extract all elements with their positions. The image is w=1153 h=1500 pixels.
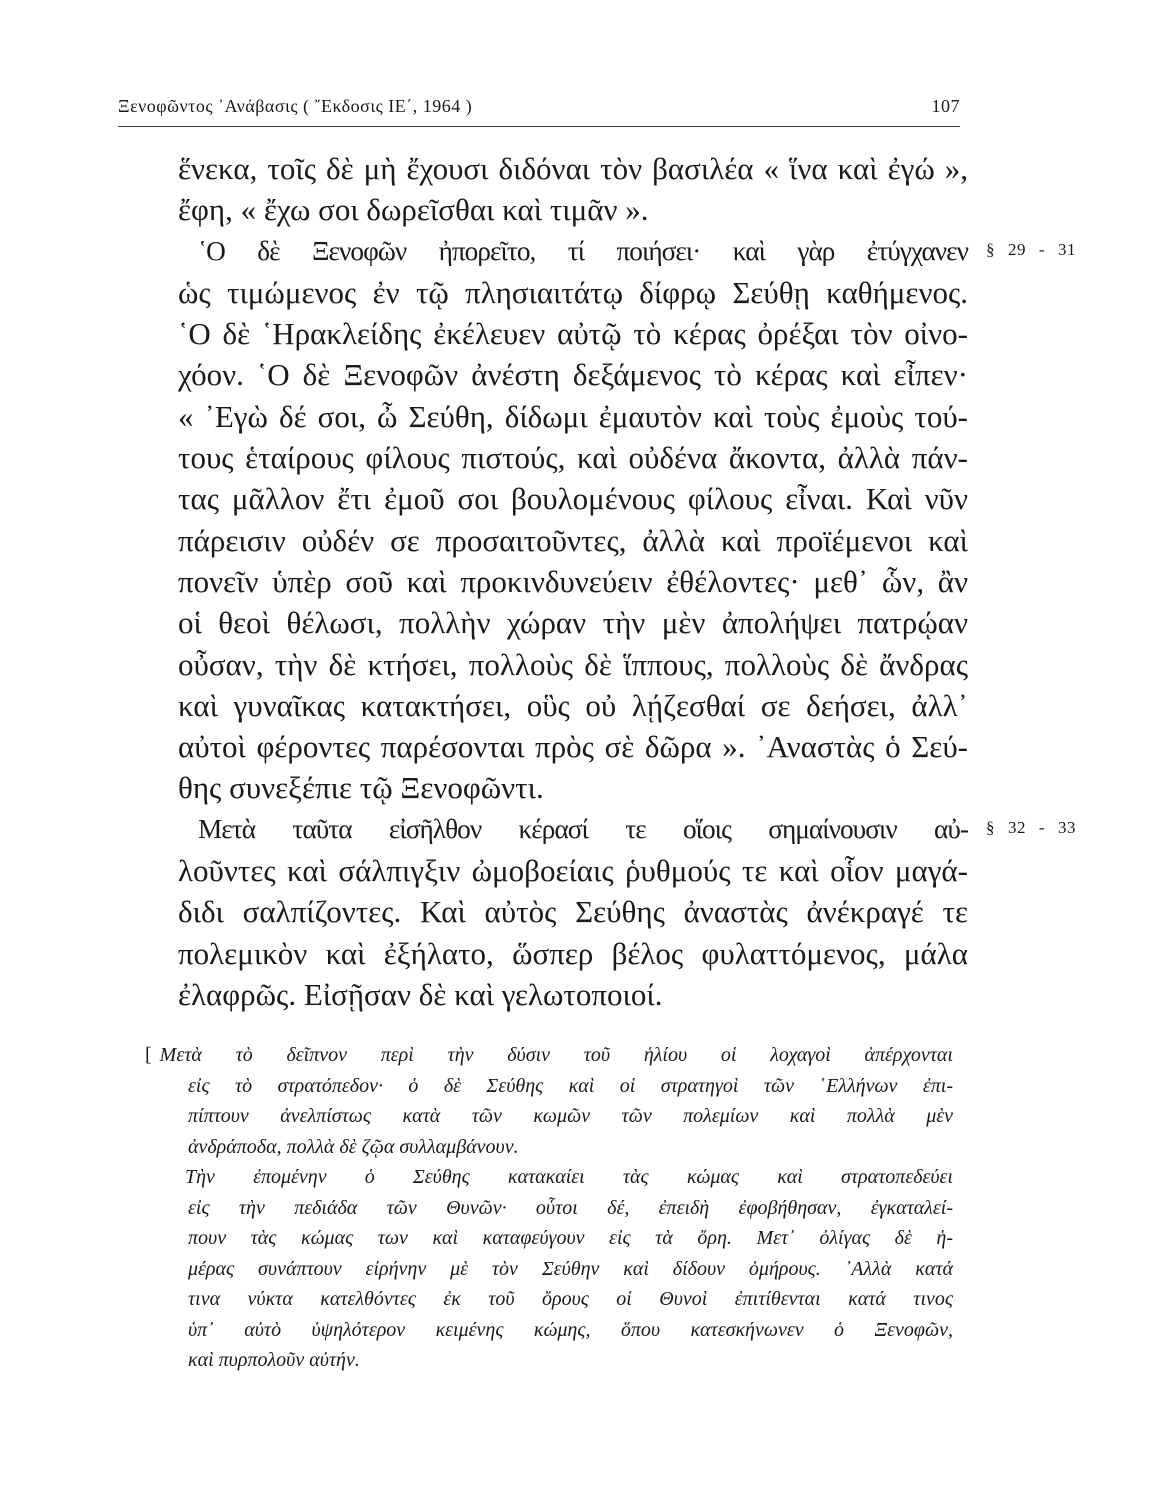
summary-bracket: [ xyxy=(145,1044,152,1066)
text-line: πάρεισιν οὐδέν σε προσαιτοῦντες, ἀλλὰ καὶ προϊέμενοι καὶ xyxy=(178,522,968,558)
summary-line: μέρας συνάπτουν εἰρήνην μὲ τὸν Σεύθην καὶ δίδουν ὁμήρους. ᾿Αλλὰ κατά xyxy=(188,1257,953,1280)
text-line: τους ἑταίρους φίλους πιστούς, καὶ οὐδένα ἄκοντα, ἀλλὰ πάν- xyxy=(178,440,968,476)
text-line-with-note xyxy=(178,809,1076,850)
summary-line: ἀνδράποδα, πολλὰ δὲ ζῷα συλλαμβάνουν. xyxy=(188,1135,519,1158)
summary-line: εἰς τὸ στρατόπεδον· ὁ δὲ Σεύθης καὶ οἱ στρατηγοὶ τῶν ῾Ελλήνων ἐπι- xyxy=(188,1074,953,1097)
page-number: 107 xyxy=(931,96,960,116)
summary-line: Τὴν ἐπομένην ὁ Σεύθης κατακαίει τὰς κώμας καὶ στρατοπεδεύει xyxy=(185,1166,953,1188)
summary-line: εἰς τὴν πεδιάδα τῶν Θυνῶν· οὗτοι δέ, ἐπειδὴ ἐφοβήθησαν, ἐγκαταλεί- xyxy=(188,1196,953,1219)
summary-line xyxy=(145,1040,953,1071)
summary-line: πίπτουν ἀνελπίστως κατὰ τῶν κωμῶν τῶν πολεμίων καὶ πολλὰ μὲν xyxy=(188,1105,953,1127)
text-line: πολεμικὸν καὶ ἐξήλατο, ὥσπερ βέλος φυλαττόμενος, μάλα xyxy=(178,935,968,971)
text-line: πονεῖν ὑπὲρ σοῦ καὶ προκινδυνεύειν ἐθέλοντες· μεθ᾿ ὧν, ἂν xyxy=(178,563,968,599)
header-rule xyxy=(118,126,960,127)
main-text xyxy=(178,148,1076,1015)
text-line: ῾Ο δὲ Ξενοφῶν ἠπορεῖτο, τί ποιήσει· καὶ γὰρ ἐτύγχανεν xyxy=(198,235,968,266)
text-line: αὐτοὶ φέροντες παρέσονται πρὸς σὲ δῶρα ». ᾿Αναστὰς ὁ Σεύ- xyxy=(178,729,968,765)
text-line: Μετὰ ταῦτα εἰσῆλθον κέρασί τε οἵοις σημαίνουσιν αὐ- xyxy=(198,813,968,844)
margin-note-32-33: § 32 - 33 xyxy=(986,817,1076,837)
text-line: οἱ θεοὶ θέλωσι, πολλὴν χώραν τὴν μὲν ἀπολήψει πατρῴαν xyxy=(178,605,968,641)
margin-note-29-31: § 29 - 31 xyxy=(986,239,1076,259)
summary-line: ὑπ᾿ αὐτὸ ὑψηλότερον κειμένης κώμης, ὅπου κατεσκήνωνεν ὁ Ξενοφῶν, xyxy=(188,1318,953,1341)
summary-text: Μετὰ τὸ δεῖπνον περὶ τὴν δύσιν τοῦ ἡλίου οἱ λοχαγοὶ ἀπέρχονται xyxy=(159,1044,953,1066)
text-line: οὖσαν, τὴν δὲ κτήσει, πολλοὺς δὲ ἵππους, πολλοὺς δὲ ἄνδρας xyxy=(178,646,968,682)
text-line: λοῦντες καὶ σάλπιγξιν ὠμοβοείαις ῥυθμούς τε καὶ οἷον μαγά- xyxy=(178,853,968,889)
text-line: ἕνεκα, τοῖς δὲ μὴ ἔχουσι διδόναι τὸν βασιλέα « ἵνα καὶ ἐγώ », xyxy=(178,151,968,186)
text-line: διδι σαλπίζοντες. Καὶ αὐτὸς Σεύθης ἀναστὰς ἀνέκραγέ τε xyxy=(178,894,968,930)
text-line: ἐλαφρῶς. Εἰσῇσαν δὲ καὶ γελωτοποιοί. xyxy=(178,976,663,1012)
summary-line: καὶ πυρπολοῦν αὐτήν. xyxy=(188,1349,360,1371)
text-line: ἔφη, « ἔχω σοι δωρεῖσθαι καὶ τιμᾶν ». xyxy=(178,192,649,228)
text-line: τας μᾶλλον ἔτι ἐμοῦ σοι βουλομένους φίλους εἶναι. Καὶ νῦν xyxy=(178,481,968,517)
text-line: ὡς τιμώμενος ἐν τῷ πλησιαιτάτῳ δίφρῳ Σεύθῃ καθήμενος. xyxy=(178,274,968,310)
text-line: χόον. ῾Ο δὲ Ξενοφῶν ἀνέστη δεξάμενος τὸ κέρας καὶ εἶπεν· xyxy=(178,357,968,393)
text-line: « ᾿Εγὼ δέ σοι, ὦ Σεύθη, δίδωμι ἐμαυτὸν καὶ τοὺς ἐμοὺς τού- xyxy=(178,398,968,434)
summary-line: τινα νύκτα κατελθόντες ἐκ τοῦ ὄρους οἱ Θυνοὶ ἐπιτίθενται κατά τινος xyxy=(188,1288,953,1310)
text-line: θης συνεξέπιε τῷ Ξενοφῶντι. xyxy=(178,770,544,806)
running-title: Ξενοφῶντος ᾿Ανάβασις ( ῎Εκδοσις ΙΕ΄, 1964 ) xyxy=(118,96,473,116)
summary-line: πουν τὰς κώμας των καὶ καταφεύγουν εἰς τὰ ὄρη. Μετ᾿ ὀλίγας δὲ ἡ- xyxy=(188,1227,953,1249)
text-line: καὶ γυναῖκας κατακτήσει, οὓς οὐ λῄζεσθαί σε δεήσει, ἀλλ᾿ xyxy=(178,687,968,723)
summary-block xyxy=(145,1040,953,1376)
text-line-with-note xyxy=(178,231,1076,272)
text-line: ῾Ο δὲ ῾Ηρακλείδης ἐκέλευεν αὐτῷ τὸ κέρας ὀρέξαι τὸν οἰνο- xyxy=(178,316,968,352)
